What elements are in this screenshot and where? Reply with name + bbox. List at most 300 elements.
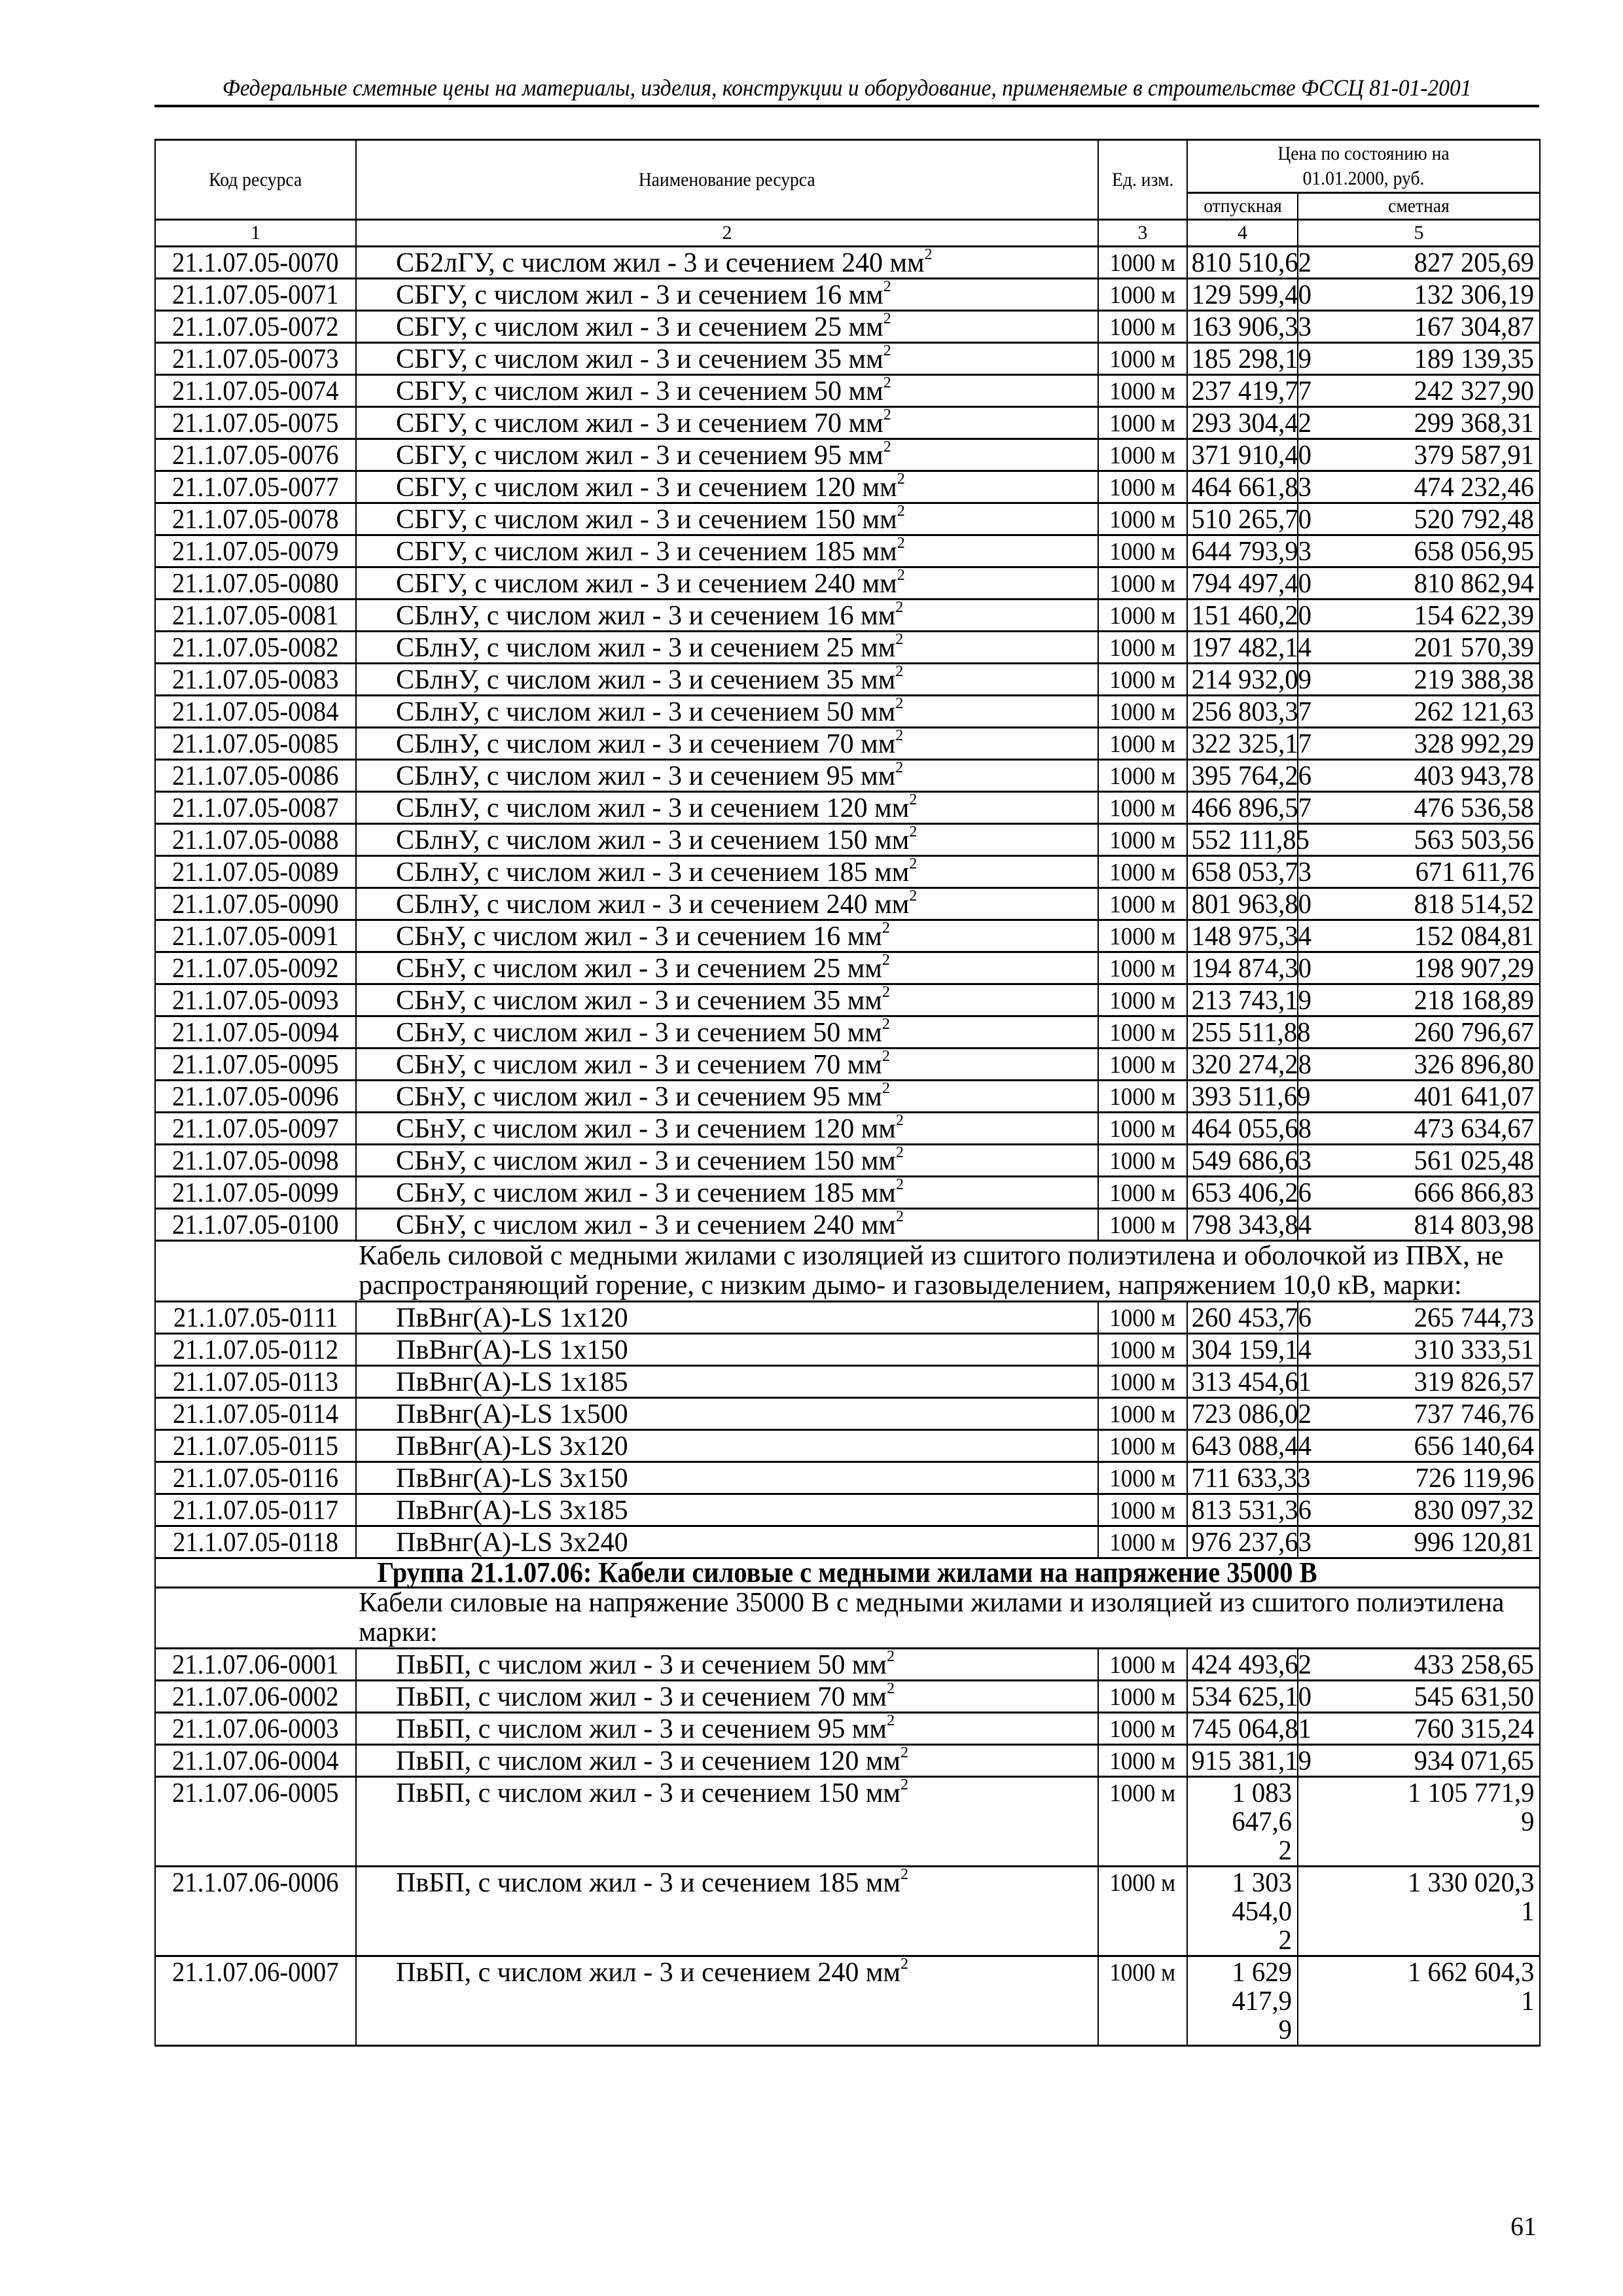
resource-code: 21.1.07.05-0116 — [155, 1462, 356, 1494]
release-price: 313 454,61 — [1187, 1366, 1298, 1398]
release-price: 163 906,33 — [1187, 311, 1298, 343]
resource-code: 21.1.07.05-0076 — [155, 439, 356, 471]
header-name: Наименование ресурса — [356, 140, 1098, 220]
column-number-row — [155, 220, 1540, 247]
resource-code: 21.1.07.05-0097 — [155, 1113, 356, 1145]
superscript: 2 — [882, 1048, 890, 1065]
resource-name: СБнУ, с числом жил - 3 и сечением 50 $мм^2$ — [356, 1016, 1098, 1049]
superscript: 2 — [882, 1016, 890, 1033]
release-price: 813 531,36 — [1187, 1494, 1298, 1526]
unit-of-measure: 1000 м — [1098, 535, 1187, 567]
resource-code: 21.1.07.06-0006 — [155, 1867, 356, 1956]
release-price: 552 111,85 — [1187, 824, 1298, 856]
group-heading — [155, 1558, 1540, 1588]
release-price: 658 053,73 — [1187, 856, 1298, 888]
release-price: 214 932,09 — [1187, 664, 1298, 696]
estimate-price: 189 139,35 — [1298, 343, 1540, 375]
resource-code: 21.1.07.05-0072 — [155, 311, 356, 343]
resource-name: СБГУ, с числом жил - 3 и сечением 50 $мм^2$ — [356, 375, 1098, 407]
table-row — [155, 824, 1540, 856]
estimate-price: 658 056,95 — [1298, 535, 1540, 567]
resource-code: 21.1.07.05-0113 — [155, 1366, 356, 1398]
unit-of-measure: 1000 м — [1098, 920, 1187, 952]
superscript: 2 — [883, 310, 891, 327]
superscript: 2 — [895, 1176, 904, 1193]
unit-of-measure: 1000 м — [1098, 728, 1187, 760]
table-row — [155, 952, 1540, 984]
table-row — [155, 1430, 1540, 1462]
release-price: 129 599,40 — [1187, 279, 1298, 311]
resource-code: 21.1.07.05-0090 — [155, 888, 356, 920]
price-table — [154, 139, 1541, 2047]
resource-name: СБлнУ, с числом жил - 3 и сечением 150 $мм^2$ — [356, 824, 1098, 856]
superscript: 2 — [887, 1648, 895, 1665]
resource-name: СБнУ, с числом жил - 3 и сечением 16 $мм^2$ — [356, 920, 1098, 952]
resource-name: ПвВнг(А)-LS 1x120 — [356, 1302, 1098, 1334]
column-number: 3 — [1098, 220, 1187, 247]
estimate-price: 671 611,76 — [1298, 856, 1540, 888]
resource-code: 21.1.07.05-0085 — [155, 728, 356, 760]
unit-of-measure: 1000 м — [1098, 1713, 1187, 1745]
superscript: 2 — [895, 1112, 904, 1129]
unit-of-measure: 1000 м — [1098, 1366, 1187, 1398]
column-number: 2 — [356, 220, 1098, 247]
column-number: 1 — [155, 220, 356, 247]
superscript: 2 — [895, 759, 904, 776]
release-price: 393 511,69 — [1187, 1081, 1298, 1113]
release-price: 185 298,19 — [1187, 343, 1298, 375]
release-price: 424 493,62 — [1187, 1649, 1298, 1681]
release-price: 464 055,68 — [1187, 1113, 1298, 1145]
resource-name: СБнУ, с числом жил - 3 и сечением 240 $мм^2$ — [356, 1209, 1098, 1241]
estimate-price: 242 327,90 — [1298, 375, 1540, 407]
table-row — [155, 567, 1540, 600]
table-row — [155, 1681, 1540, 1713]
unit-of-measure: 1000 м — [1098, 792, 1187, 824]
superscript: 2 — [882, 984, 890, 1001]
unit-of-measure: 1000 м — [1098, 1081, 1187, 1113]
table-row — [155, 1462, 1540, 1494]
unit-of-measure: 1000 м — [1098, 343, 1187, 375]
resource-name: СБГУ, с числом жил - 3 и сечением 25 $мм^2$ — [356, 311, 1098, 343]
resource-name: СБлнУ, с числом жил - 3 и сечением 240 $мм^2$ — [356, 888, 1098, 920]
estimate-price: 265 744,73 — [1298, 1302, 1540, 1334]
estimate-price: 379 587,91 — [1298, 439, 1540, 471]
resource-code: 21.1.07.06-0001 — [155, 1649, 356, 1681]
header-price-group: Цена по состоянию на 01.01.2000, руб. — [1187, 140, 1540, 193]
section-description-text: Кабели силовые на напряжение 35000 В с медными жилами и изоляцией из сшитого полиэтилена марки: — [359, 1588, 1505, 1647]
table-row — [155, 1302, 1540, 1334]
resource-name: ПвВнг(А)-LS 3x150 — [356, 1462, 1098, 1494]
release-price: 644 793,93 — [1187, 535, 1298, 567]
resource-name: СБнУ, с числом жил - 3 и сечением 120 $мм^2$ — [356, 1113, 1098, 1145]
resource-name: СБ2лГУ, с числом жил - 3 и сечением 240 $мм^2$ — [356, 247, 1098, 279]
unit-of-measure: 1000 м — [1098, 567, 1187, 600]
resource-name: СБнУ, с числом жил - 3 и сечением 95 $мм^2$ — [356, 1081, 1098, 1113]
table-row — [155, 792, 1540, 824]
unit-of-measure: 1000 м — [1098, 503, 1187, 535]
header-estimate-price: сметная — [1298, 193, 1540, 220]
estimate-price: 1 662 604,3 1 — [1298, 1956, 1540, 2046]
estimate-price: 656 140,64 — [1298, 1430, 1540, 1462]
section-description — [155, 1588, 1540, 1649]
release-price: 534 625,10 — [1187, 1681, 1298, 1713]
estimate-price: 433 258,65 — [1298, 1649, 1540, 1681]
release-price: 745 064,81 — [1187, 1713, 1298, 1745]
estimate-price: 219 388,38 — [1298, 664, 1540, 696]
estimate-price: 152 084,81 — [1298, 920, 1540, 952]
resource-code: 21.1.07.05-0089 — [155, 856, 356, 888]
table-row — [155, 1334, 1540, 1366]
resource-name: СБлнУ, с числом жил - 3 и сечением 95 $мм^2$ — [356, 760, 1098, 792]
resource-code: 21.1.07.05-0083 — [155, 664, 356, 696]
resource-name: СБнУ, с числом жил - 3 и сечением 150 $мм^2$ — [356, 1145, 1098, 1177]
estimate-price: 814 803,98 — [1298, 1209, 1540, 1241]
superscript: 2 — [895, 727, 904, 744]
column-number: 4 — [1187, 220, 1298, 247]
section-description — [155, 1241, 1540, 1302]
estimate-price: 218 168,89 — [1298, 984, 1540, 1016]
estimate-price: 474 232,46 — [1298, 471, 1540, 503]
table-row — [155, 1494, 1540, 1526]
running-header-text: Федеральные сметные цены на материалы, изделия, конструкции и оборудование, применяемые в строительстве ФССЦ 81-01-2001 — [222, 75, 1472, 101]
resource-name: СБГУ, с числом жил - 3 и сечением 35 $мм^2$ — [356, 343, 1098, 375]
resource-name: ПвВнг(А)-LS 1x150 — [356, 1334, 1098, 1366]
table-row — [155, 1867, 1540, 1956]
unit-of-measure: 1000 м — [1098, 1177, 1187, 1209]
column-number: 5 — [1298, 220, 1540, 247]
unit-of-measure: 1000 м — [1098, 247, 1187, 279]
resource-name: СБнУ, с числом жил - 3 и сечением 70 $мм^2$ — [356, 1049, 1098, 1081]
unit-of-measure: 1000 м — [1098, 439, 1187, 471]
unit-of-measure: 1000 м — [1098, 952, 1187, 984]
unit-of-measure: 1000 м — [1098, 888, 1187, 920]
superscript: 2 — [887, 1712, 895, 1729]
table-row — [155, 1956, 1540, 2046]
unit-of-measure: 1000 м — [1098, 1398, 1187, 1430]
resource-name: ПвБП, с числом жил - 3 и сечением 95 $мм^2$ — [356, 1713, 1098, 1745]
table-row — [155, 439, 1540, 471]
estimate-price: 827 205,69 — [1298, 247, 1540, 279]
superscript: 2 — [924, 246, 933, 263]
resource-code: 21.1.07.05-0094 — [155, 1016, 356, 1049]
estimate-price: 403 943,78 — [1298, 760, 1540, 792]
resource-name: СБГУ, с числом жил - 3 и сечением 240 $мм^2$ — [356, 567, 1098, 600]
table-row — [155, 920, 1540, 952]
table-row — [155, 1081, 1540, 1113]
table-row — [155, 632, 1540, 664]
resource-code: 21.1.07.05-0093 — [155, 984, 356, 1016]
estimate-price: 299 368,31 — [1298, 407, 1540, 439]
estimate-price: 737 746,76 — [1298, 1398, 1540, 1430]
release-price: 260 453,76 — [1187, 1302, 1298, 1334]
unit-of-measure: 1000 м — [1098, 1867, 1187, 1956]
resource-code: 21.1.07.06-0002 — [155, 1681, 356, 1713]
unit-of-measure: 1000 м — [1098, 279, 1187, 311]
group-heading-row — [155, 1558, 1540, 1588]
estimate-price: 326 896,80 — [1298, 1049, 1540, 1081]
resource-name: СБГУ, с числом жил - 3 и сечением 185 $мм^2$ — [356, 535, 1098, 567]
release-price: 151 460,20 — [1187, 600, 1298, 632]
unit-of-measure: 1000 м — [1098, 664, 1187, 696]
estimate-price: 328 992,29 — [1298, 728, 1540, 760]
resource-code: 21.1.07.05-0099 — [155, 1177, 356, 1209]
superscript: 2 — [883, 406, 891, 423]
release-price: 798 343,84 — [1187, 1209, 1298, 1241]
resource-name: СБлнУ, с числом жил - 3 и сечением 35 $мм^2$ — [356, 664, 1098, 696]
resource-name: СБлнУ, с числом жил - 3 и сечением 50 $мм^2$ — [356, 696, 1098, 728]
resource-code: 21.1.07.06-0004 — [155, 1745, 356, 1777]
table-row — [155, 600, 1540, 632]
release-price: 320 274,28 — [1187, 1049, 1298, 1081]
table-row — [155, 1366, 1540, 1398]
unit-of-measure: 1000 м — [1098, 1681, 1187, 1713]
table-row — [155, 471, 1540, 503]
table-row — [155, 888, 1540, 920]
resource-code: 21.1.07.06-0003 — [155, 1713, 356, 1745]
release-price: 148 975,34 — [1187, 920, 1298, 952]
resource-code: 21.1.07.05-0115 — [155, 1430, 356, 1462]
unit-of-measure: 1000 м — [1098, 1745, 1187, 1777]
resource-code: 21.1.07.05-0117 — [155, 1494, 356, 1526]
release-price: 466 896,57 — [1187, 792, 1298, 824]
resource-code: 21.1.07.05-0088 — [155, 824, 356, 856]
estimate-price: 830 097,32 — [1298, 1494, 1540, 1526]
resource-name: СБГУ, с числом жил - 3 и сечением 16 $мм^2$ — [356, 279, 1098, 311]
unit-of-measure: 1000 м — [1098, 1016, 1187, 1049]
table-row — [155, 279, 1540, 311]
release-price: 1 083 647,6 2 — [1187, 1777, 1298, 1867]
resource-name: ПвВнг(А)-LS 1x500 — [356, 1398, 1098, 1430]
table-row — [155, 856, 1540, 888]
release-price: 256 803,37 — [1187, 696, 1298, 728]
table-row — [155, 1398, 1540, 1430]
estimate-price: 473 634,67 — [1298, 1113, 1540, 1145]
estimate-price: 262 121,63 — [1298, 696, 1540, 728]
table-row — [155, 375, 1540, 407]
estimate-price: 810 862,94 — [1298, 567, 1540, 600]
resource-name: СБлнУ, с числом жил - 3 и сечением 185 $мм^2$ — [356, 856, 1098, 888]
unit-of-measure: 1000 м — [1098, 1145, 1187, 1177]
superscript: 2 — [897, 535, 905, 552]
superscript: 2 — [909, 888, 918, 905]
unit-of-measure: 1000 м — [1098, 1649, 1187, 1681]
resource-code: 21.1.07.05-0114 — [155, 1398, 356, 1430]
table-row — [155, 1745, 1540, 1777]
superscript: 2 — [897, 503, 905, 520]
release-price: 643 088,44 — [1187, 1430, 1298, 1462]
release-price: 197 482,14 — [1187, 632, 1298, 664]
table-row — [155, 984, 1540, 1016]
unit-of-measure: 1000 м — [1098, 1777, 1187, 1867]
superscript: 2 — [882, 1080, 890, 1097]
superscript: 2 — [895, 695, 904, 712]
superscript: 2 — [901, 1776, 908, 1793]
unit-of-measure: 1000 м — [1098, 471, 1187, 503]
section-description-row — [155, 1588, 1540, 1649]
table-row — [155, 664, 1540, 696]
unit-of-measure: 1000 м — [1098, 1494, 1187, 1526]
unit-of-measure: 1000 м — [1098, 1302, 1187, 1334]
resource-name: СБнУ, с числом жил - 3 и сечением 25 $мм^2$ — [356, 952, 1098, 984]
table-row — [155, 1777, 1540, 1867]
estimate-price: 563 503,56 — [1298, 824, 1540, 856]
estimate-price: 818 514,52 — [1298, 888, 1540, 920]
header-release-price: отпускная — [1187, 193, 1298, 220]
table-row — [155, 1145, 1540, 1177]
superscript: 2 — [882, 920, 890, 937]
unit-of-measure: 1000 м — [1098, 1113, 1187, 1145]
resource-code: 21.1.07.06-0005 — [155, 1777, 356, 1867]
superscript: 2 — [909, 855, 918, 872]
resource-code: 21.1.07.05-0075 — [155, 407, 356, 439]
section-description-text: Кабель силовой с медными жилами с изоляцией из сшитого полиэтилена и оболочкой из ПВХ, не распространяющий горение, с низким дымо- и газовыделением, напряжением 10,0 кВ, марки: — [359, 1241, 1504, 1300]
resource-code: 21.1.07.05-0112 — [155, 1334, 356, 1366]
table-body — [155, 247, 1540, 2046]
superscript: 2 — [895, 1144, 904, 1161]
unit-of-measure: 1000 м — [1098, 1209, 1187, 1241]
resource-code: 21.1.07.05-0118 — [155, 1526, 356, 1558]
superscript: 2 — [901, 1866, 908, 1883]
release-price: 304 159,14 — [1187, 1334, 1298, 1366]
estimate-price: 201 570,39 — [1298, 632, 1540, 664]
resource-code: 21.1.07.05-0100 — [155, 1209, 356, 1241]
estimate-price: 132 306,19 — [1298, 279, 1540, 311]
superscript: 2 — [895, 663, 904, 680]
resource-name: ПвБП, с числом жил - 3 и сечением 150 $мм^2$ — [356, 1777, 1098, 1867]
superscript: 2 — [883, 342, 891, 359]
resource-name: СБнУ, с числом жил - 3 и сечением 35 $мм^2$ — [356, 984, 1098, 1016]
resource-code: 21.1.07.05-0096 — [155, 1081, 356, 1113]
resource-name: СБГУ, с числом жил - 3 и сечением 150 $мм^2$ — [356, 503, 1098, 535]
release-price: 810 510,62 — [1187, 247, 1298, 279]
table-row — [155, 535, 1540, 567]
table-row — [155, 343, 1540, 375]
resource-code: 21.1.07.05-0087 — [155, 792, 356, 824]
release-price: 549 686,63 — [1187, 1145, 1298, 1177]
estimate-price: 561 025,48 — [1298, 1145, 1540, 1177]
resource-name: ПвБП, с числом жил - 3 и сечением 240 $мм^2$ — [356, 1956, 1098, 2046]
resource-code: 21.1.07.05-0111 — [155, 1302, 356, 1334]
table-row — [155, 1177, 1540, 1209]
resource-name: СБГУ, с числом жил - 3 и сечением 95 $мм^2$ — [356, 439, 1098, 471]
resource-name: ПвБП, с числом жил - 3 и сечением 50 $мм^2$ — [356, 1649, 1098, 1681]
superscript: 2 — [897, 471, 905, 488]
resource-code: 21.1.07.05-0086 — [155, 760, 356, 792]
estimate-price: 934 071,65 — [1298, 1745, 1540, 1777]
unit-of-measure: 1000 м — [1098, 760, 1187, 792]
table-row — [155, 696, 1540, 728]
unit-of-measure: 1000 м — [1098, 856, 1187, 888]
resource-code: 21.1.07.05-0074 — [155, 375, 356, 407]
resource-name: СБлнУ, с числом жил - 3 и сечением 70 $мм^2$ — [356, 728, 1098, 760]
group-heading-text: Группа 21.1.07.06: Кабели силовые с медными жилами на напряжение 35000 В — [377, 1556, 1318, 1588]
superscript: 2 — [883, 439, 891, 456]
release-price: 711 633,33 — [1187, 1462, 1298, 1494]
unit-of-measure: 1000 м — [1098, 1462, 1187, 1494]
resource-name: СБнУ, с числом жил - 3 и сечением 185 $мм^2$ — [356, 1177, 1098, 1209]
resource-code: 21.1.07.05-0081 — [155, 600, 356, 632]
unit-of-measure: 1000 м — [1098, 311, 1187, 343]
table-header — [155, 140, 1540, 247]
release-price: 237 419,77 — [1187, 375, 1298, 407]
release-price: 395 764,26 — [1187, 760, 1298, 792]
table-row — [155, 1113, 1540, 1145]
table-row — [155, 311, 1540, 343]
header-unit: Ед. изм. — [1098, 140, 1187, 220]
superscript: 2 — [897, 567, 905, 584]
resource-name: СБлнУ, с числом жил - 3 и сечением 16 $мм^2$ — [356, 600, 1098, 632]
release-price: 213 743,19 — [1187, 984, 1298, 1016]
resource-code: 21.1.07.05-0095 — [155, 1049, 356, 1081]
unit-of-measure: 1000 м — [1098, 984, 1187, 1016]
superscript: 2 — [887, 1680, 895, 1697]
table-row — [155, 407, 1540, 439]
table-row — [155, 1209, 1540, 1241]
superscript: 2 — [895, 631, 904, 648]
resource-name: ПвБП, с числом жил - 3 и сечением 120 $мм^2$ — [356, 1745, 1098, 1777]
release-price: 794 497,40 — [1187, 567, 1298, 600]
resource-code: 21.1.07.05-0098 — [155, 1145, 356, 1177]
unit-of-measure: 1000 м — [1098, 375, 1187, 407]
resource-name: ПвВнг(А)-LS 3x120 — [356, 1430, 1098, 1462]
resource-name: ПвВнг(А)-LS 3x185 — [356, 1494, 1098, 1526]
header-code: Код ресурса — [155, 140, 356, 220]
resource-code: 21.1.07.05-0082 — [155, 632, 356, 664]
unit-of-measure: 1000 м — [1098, 696, 1187, 728]
release-price: 653 406,26 — [1187, 1177, 1298, 1209]
estimate-price: 545 631,50 — [1298, 1681, 1540, 1713]
unit-of-measure: 1000 м — [1098, 1526, 1187, 1558]
unit-of-measure: 1000 м — [1098, 632, 1187, 664]
resource-code: 21.1.07.05-0073 — [155, 343, 356, 375]
estimate-price: 520 792,48 — [1298, 503, 1540, 535]
resource-code: 21.1.07.05-0092 — [155, 952, 356, 984]
release-price: 194 874,30 — [1187, 952, 1298, 984]
estimate-price: 154 622,39 — [1298, 600, 1540, 632]
estimate-price: 401 641,07 — [1298, 1081, 1540, 1113]
estimate-price: 726 119,96 — [1298, 1462, 1540, 1494]
superscript: 2 — [901, 1744, 908, 1761]
table-row — [155, 1049, 1540, 1081]
superscript: 2 — [909, 823, 918, 840]
resource-code: 21.1.07.05-0079 — [155, 535, 356, 567]
resource-name: ПвВнг(А)-LS 1x185 — [356, 1366, 1098, 1398]
resource-code: 21.1.07.05-0080 — [155, 567, 356, 600]
table-row — [155, 760, 1540, 792]
section-description-row — [155, 1241, 1540, 1302]
estimate-price: 167 304,87 — [1298, 311, 1540, 343]
release-price: 371 910,40 — [1187, 439, 1298, 471]
superscript: 2 — [882, 952, 890, 969]
table-row — [155, 1649, 1540, 1681]
release-price: 801 963,80 — [1187, 888, 1298, 920]
resource-code: 21.1.07.05-0071 — [155, 279, 356, 311]
resource-name: ПвВнг(А)-LS 3x240 — [356, 1526, 1098, 1558]
estimate-price: 1 105 771,9 9 — [1298, 1777, 1540, 1867]
unit-of-measure: 1000 м — [1098, 407, 1187, 439]
table-row — [155, 503, 1540, 535]
release-price: 1 303 454,0 2 — [1187, 1867, 1298, 1956]
table-row — [155, 1713, 1540, 1745]
superscript: 2 — [901, 1956, 908, 1973]
table-row — [155, 1526, 1540, 1558]
unit-of-measure: 1000 м — [1098, 1049, 1187, 1081]
table-row — [155, 728, 1540, 760]
unit-of-measure: 1000 м — [1098, 1334, 1187, 1366]
superscript: 2 — [883, 374, 891, 391]
resource-name: СБГУ, с числом жил - 3 и сечением 70 $мм^2$ — [356, 407, 1098, 439]
